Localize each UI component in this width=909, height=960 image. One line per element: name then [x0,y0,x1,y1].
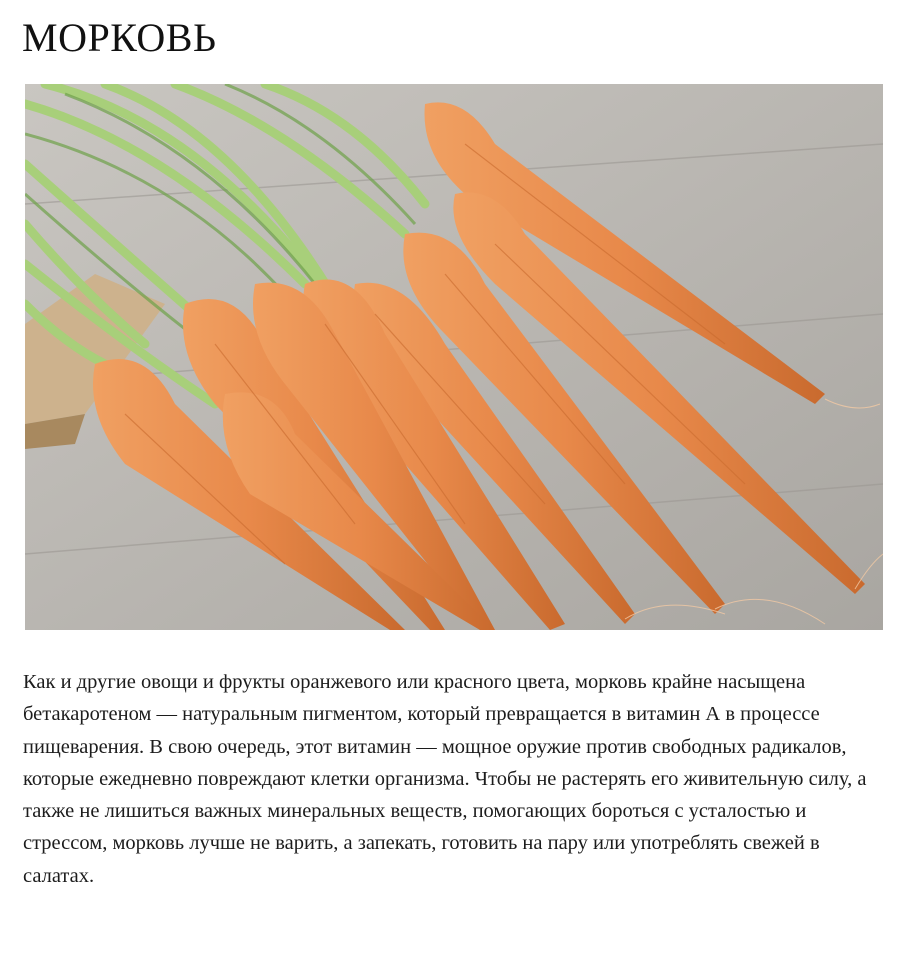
carrots-illustration [25,84,883,630]
carrots-photo [25,84,883,630]
article-title: МОРКОВЬ [22,15,217,60]
article-paragraph: Как и другие овощи и фрукты оранжевого или красного цвета, морковь крайне насыщена бетакаротеном — натуральным пигментом, который превращается в витамин А в процессе пищеварения. В свою очередь, этот витамин — мощное оружие против свободных радикалов, которые ежедневно повреждают клетки организма. Чтобы не растерять его живительную силу, а также не лишиться важных минеральных веществ, помогающих бороться с усталостью и стрессом, морковь лучше не варить, а запекать, готовить на пару или употреблять свежей в салатах. [23,671,867,887]
